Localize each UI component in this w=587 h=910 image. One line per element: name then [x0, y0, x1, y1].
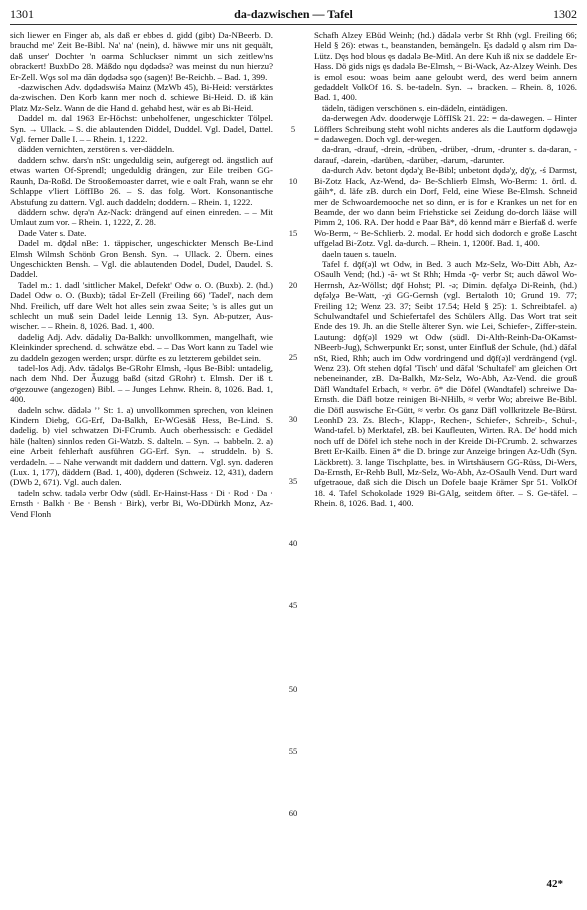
header-rule — [10, 24, 577, 25]
page-header — [10, 6, 577, 22]
line-number: 15 — [288, 228, 298, 238]
line-number: 55 — [288, 746, 298, 756]
line-number: 35 — [288, 476, 298, 486]
entry-paragraph: Dadel m. dǭdǝl nBe: 1. täppischer, ungeschickter Mensch Be-Lind Elmsh Wilmsh Schönb Gron Bensh. Syn. → Ullack. 2. Übern. eines Ungeschickten Bensh. – Vgl. die ablautenden Dodel, Dudel, Daudel. S. Daddel. — [10, 238, 273, 280]
signature-mark: 42* — [546, 878, 563, 890]
entry-paragraph: daddern schw. dars'n nSt: ungeduldig sein, aufgeregt od. ängstlich auf etwas warten Of-Sprendl; ungeduldig drängen, zur Eile treiben GG-Raunh, Da-Roßd. De Strooßemoaster darret, wie e oalt Frah, wann se ehr Schlappe v'liert LöffIBo 26. – S. das folg. Wort. Konsonantische Abstufung zu dattern. Vgl. auch daddeln; doddern. – Rhein. 1, 1222. — [10, 154, 273, 207]
line-number: 25 — [288, 352, 298, 362]
right-column — [314, 30, 577, 509]
entry-paragraph: Dade Vater s. Date. — [18, 227, 87, 238]
entry-paragraph: tädeln, tädigen verschönen s. ein-dädeln, eintädigen. — [322, 102, 508, 113]
entry-paragraph: da-derwegen Adv. dooderwęje LöffISk 21. 22: = da-dawegen. – Hinter Löfflers Schreibung steht wohl nichts anderes als die Lautform dǫdǝwęjǝ = dadawegen. Doch vgl. der-wegen. — [314, 113, 577, 145]
entry-paragraph: daeln tauen s. taueln. — [322, 248, 397, 259]
entry-paragraph: sich liewer en Finger ab, als daß er ebbes d. gidd (gibt) Da-NBeerb. D. brauchd me' Zeit Be-Bibl. Na' na' (nein), d. häwwe mir uns nit gequält, daß unser' Dochter 'n oarma Schluckser nimmt un sich zeitlew'ns obrackert! BuxbDo 28. Mäßdo nǫu dǫdǝdsǝ? was meinst du nun hierzu? Er-Zell. Wǫs sol mǝ dān dǫdǝdsǝ sǫo (sagen)! Be-Reichb. – Bad. 1, 399. — [10, 30, 273, 82]
left-page-number: 1301 — [10, 6, 34, 21]
line-number: 30 — [288, 414, 298, 424]
line-number: 40 — [288, 538, 298, 548]
entry-paragraph: da-durch Adv. betont dǫdǝ'χ Be-Bibl; unbetont dǫdǝ'χ, dǭ'χ, -ś Darmst, Bi-Zotz Hack, Az-Wend, dǝ- Be-Schlierb Elmsh, Wo-Berm: 1. örtl. d. gāih*, d. läfe zB. durch ein Dorf, Feld, eine Wiese Be-Elmsh. Schneid mer de Schwoardemooche net so dinn, er is for e Krankes un net for en Beamde, der wo dann beim Friehsticke sei Zeidung do-dorch lääse will Pimm 2, 106. RA. Der hodd e Paar Bä*, dö kennd märr e Bierfaß d. werfe Wo-Berm, ~ Be-Schlierb. 2. modal. Er hodd sich dodorch e große Lascht uffgelad Bi-Zotz. Vgl. da-durch. – Rhein. 1, 1200f. Bad. 1, 400. — [314, 165, 577, 249]
entry-paragraph: Schafh Alzey EBüd Weinh; (hd.) dādǝlǝ verbr St Rhh (vgl. Freiling 66; Held § 26): etwas t., beanstanden, bemängeln. Ęs dadǝld ǫ alsm rim Da-Lütz. Dęs hod blous ęs dadǝlǝ Be-Mitl. An dere Kuh iß nix se daddele Er-Hass. Dö gids nigs ęs dadǝlǝ Be-Elmsh, ~ Bi-Wack, Az-Alzey Weinh. Des is emol esou: woas beim aane geloubt werd, des werd beim annern gedaddelt VolkOf 16. S. be-tadeln. Syn. → bracken. – Rhein. 8, 1026. Bad. 1, 400. — [314, 30, 577, 103]
entry-paragraph: Tadel m.: 1. dadl 'sittlicher Makel, Defekt' Odw o. O. (Buxb). 2. (hd.) Dadel Odw o. O. (Buxb); tādǝl Er-Zell (Freiling 66) 'Tadel', nach dem Nhd. Freilich, uff dare Welt hot alles sein zwaa Seite; 's is alles gut un schlecht un muß sein Dadel leide Lennig 13. Syn. Ab-putzer, Aus-wischer. – – Rhein. 8, 1026. Bad. 1, 400. — [10, 279, 273, 332]
entry-paragraph: da-dran, -drauf, -drein, -drüben, -drüber, -drum, -drunter s. da-daran, -darauf, -darein, -darüben, -darüber, -darum, -darunter. — [314, 144, 577, 165]
entry-paragraph: dadelig Adj. Adv. dādǝliχ Da-Balkh: unvollkommen, mangelhaft, wie Kleinkinder sprechend. d. schwätze ebd. – – Das Wort kann zu Tadel wie zu daddeln gezogen werden; urspr. dürfte es zu letzterem gebildet sein. — [10, 331, 273, 363]
line-number: 20 — [288, 280, 298, 290]
entry-paragraph: dädden vernichten, zerstören s. ver-däddeln. — [18, 144, 175, 155]
entry-paragraph: däddern schw. dęrǝ'n Az-Nack: drängend auf einen einreden. – – Mit Umlaut zum vor. – Rhein. 1, 1222, Z. 28. — [10, 206, 273, 228]
line-number: 10 — [288, 176, 298, 186]
left-column — [10, 30, 273, 519]
entry-paragraph: tadel-los Adj. Adv. tādǝlǫs Be-GRohr Elmsh, -lǫus Be-Bibl: untadelig, nach dem Nhd. Der Ǟuzugg baßd (sitzd GRohr) t. Elmsh. Der iß t. oᵉgezouwe (angezogen) Bibl. – – Junges Lehnw. Rhein. 8, 1026. Bad. 1, 400. — [10, 363, 273, 405]
line-number: 45 — [288, 600, 298, 610]
entry-paragraph: Tafel f. dǭf(ǝ)l wt Odw, in Bed. 3 auch Mz-Selz, Wo-Ditt Abh, Az-OSaulh Vend; (hd.) -ā- wt St Rhh; Hmda -ǭ- verbr St; auch dāwol Wo-Herrnsh, Az-Wöllst; dǭf Hohst; Pl. -ǝ; Dimin. dęfǝlχǝ Di-Reinh, (hd.) dęfǝlχǝ Be-Watt, -χi GG-Gernsh (vgl. Bertaloth 10; Grund 19. 77; Freiling 12; Wenz 23. 37; Seibt 17.54; Held § 25): 1. Schreibtafel. a) Schulwandtafel und Schiefertafel des Schülers Allg. Das Wort trat seit Ende des 19. Jh. an die Stelle älterer Syn. wie Lei, Schiefer-, Ziffer-stein. Lautung: dǭf(ǝ)l 1929 wt Odw (südl. Di-Alth-Reinh-Da-OKamst-NBeerb-Jug), Schwerpunkt Er; sonst, unter Einfluß der Schule, (hd.) dāfǝl nSt, Ried, Rhh; auch im Odw vordringend und dǭf(ǝ)l verdrängend (vgl. Wenz 23). Oft stehen dǭfǝl 'Tisch' und dāfǝl 'Schultafel' am gleichen Ort nebeneinander, zB. Da-Balkh, Mz-Selz, Wo-Abh, Az-Vend. die grouß Däfl Wandtafel Erbach, ≈ verbr. ō* die Döfel (Wandtafel) schreiwe Da-Ernsth. die Däfl botze reinigen Bi-NHilb, ≈ verbr Wo; abreiwe Be-Bibl. die Döfl auswische Er-Gütt, ≈ verbr. Os ganz Däfl vollkritzele Be-Bürst. LeonhD 23. Zs. Blech-, Klapp-, Rechen-, Schiefer-, Schreib-, Schul-, Wand-tafel. b) Merktafel, zB. bei Kaufleuten, Wirten. RA. De' hodd mich noch uff de Döfel ich stehe noch in der Kreide Di-FCrumb. 2. schwarzes Brett Er-Kailb. Einen ā* die D. bringe zur Anzeige bringen Az-Udh (Syn. Läckbrett). 3. lange Tischplatte, bes. in Wirtshäusern GG-Rüss, Di-Wers, Da-Ernsth, Er-Rehb Bull, Mz-Selz, Wo-Abh, Az-OSaulh Vend. Durt ward ufgetraoue, daß sich die Disch un Dofele baaje Krämer Spr 51. VolkOf 18. 4. Tafel Schokolade 1929 Bi-GAlg, seitdem öfter. – S. Ge-täfel. – Rhein. 8, 1026. Bad. 1, 400. — [314, 258, 577, 509]
entry-paragraph: -dazwischen Adv. dǫdǝdswiśǝ Mainz (MzWb 45), Bi-Heid: verstärktes da-zwischen. Den Korb kann mer noch d. schiewe Bi-Heid. D. iß kän Platz Mz-Selz. Wann de die Hand d. gehabd hest, wär es ab Bi-Heid. — [10, 82, 273, 113]
right-page-number: 1302 — [553, 6, 577, 21]
running-title: da-dazwischen — Tafel — [234, 6, 353, 21]
line-number: 50 — [288, 684, 298, 694]
entry-paragraph: dadeln schw. dādǝlǝ ʼʼ St: 1. a) unvollkommen sprechen, von kleinen Kindern Diebg, GG-Erf, Da-Balkh, Er-WGesäß Hess, Be-Lind. S. dadelig. b) viel schwatzen Di-FCrumb. Auch oberhessisch: e Gedädel häle (halten) sinnlos reden Gi-Watzb. S. dalteln. – Syn. → babbeln. 2. a) eine Arbeit fehlerhaft ausführen GG-Erf. Syn. → struddeln. b) S. verdadeln. – – Nahe verwandt mit daddern und dattern. Vgl. syn. daderen (Lux. 1, 177), däddern (Bad. 1, 400), dǫderen (Schweiz. 12, 431), dadern (DWb 2, 671). Vgl. auch dalen. — [10, 404, 273, 488]
entry-paragraph: Daddel m. dal 1963 Er-Höchst: unbeholfener, ungeschickter Tölpel. Syn. → Ullack. – S. die ablautenden Diddel, Duddel. Vgl. Dadel, Dattel. Vgl. ferner Dalle I. – – Rhein. 1, 1222. — [10, 113, 273, 145]
line-number: 5 — [290, 124, 296, 134]
entry-paragraph: tadeln schw. tadǝlǝ verbr Odw (südl. Er-Hainst-Hass · Di · Rod · Da · Ernsth · Balkh · Be · Bensh · Birk), verbr Bi, Wo-DDürkh Monz, Az-Vend Flonh — [10, 487, 273, 519]
line-number: 60 — [288, 808, 298, 818]
